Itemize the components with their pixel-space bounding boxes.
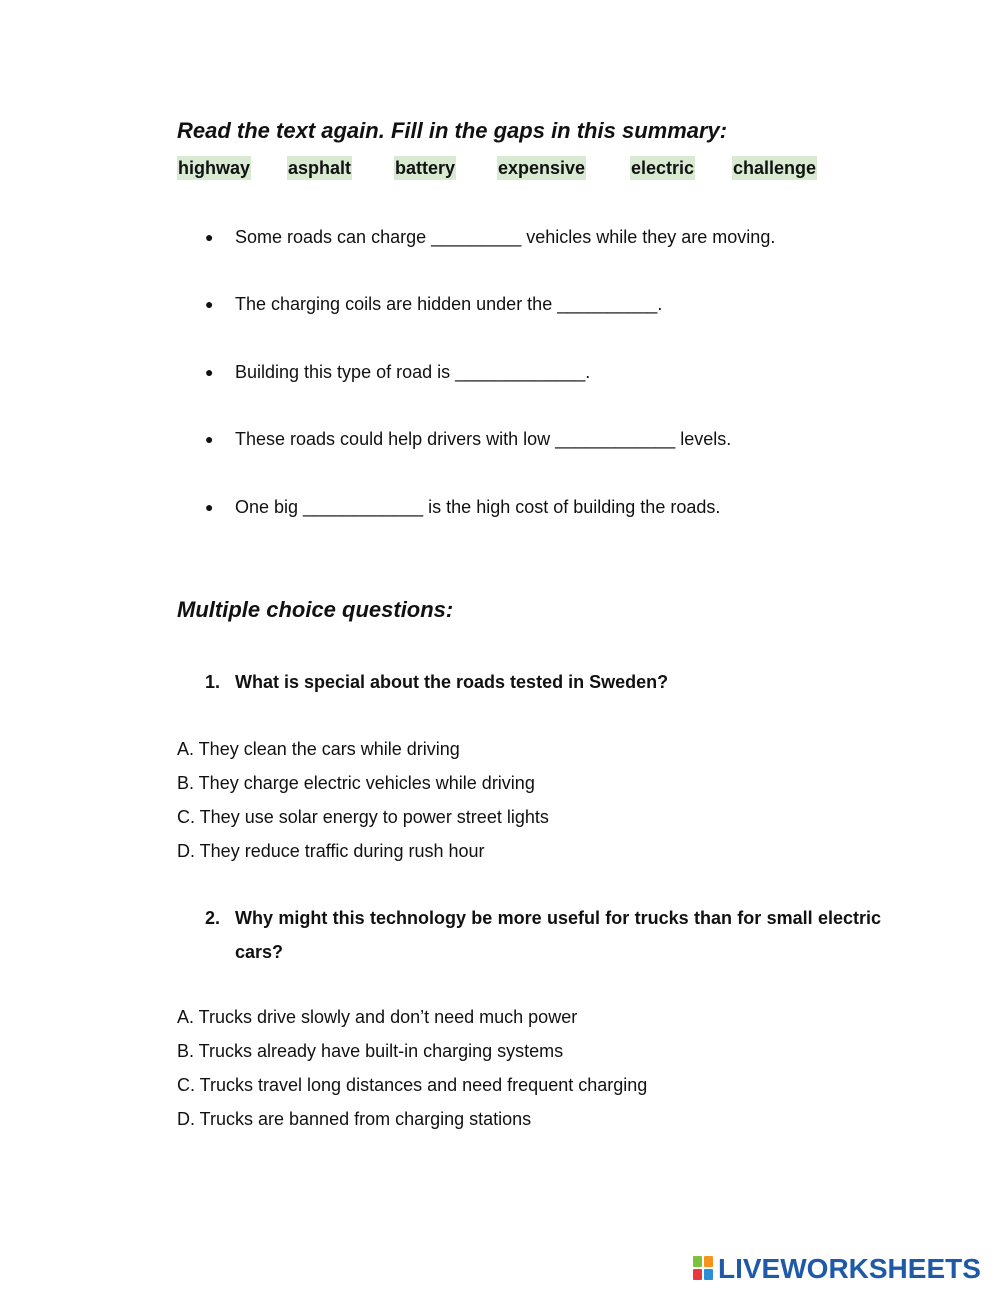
sentence-text: The charging coils are hidden under the __________. <box>235 294 663 314</box>
bullet-icon: ● <box>205 431 214 447</box>
word-bank-item: battery <box>395 158 456 178</box>
word-bank-item: asphalt <box>288 158 352 178</box>
question-number: 2. <box>205 908 221 928</box>
bullet-icon: ● <box>205 364 214 380</box>
answer-option: C. Trucks travel long distances and need frequent charging <box>177 1075 648 1095</box>
bullet-icon: ● <box>205 296 214 312</box>
answer-option: A. Trucks drive slowly and don’t need much power <box>177 1007 578 1027</box>
answer-option: A. They clean the cars while driving <box>177 739 460 759</box>
multiple-choice-heading: Multiple choice questions: <box>177 597 454 622</box>
word-bank-item: electric <box>631 158 695 178</box>
word-bank-item: expensive <box>498 158 586 178</box>
fill-gaps-heading: Read the text again. Fill in the gaps in this summary: <box>177 118 728 143</box>
liveworksheets-logo <box>693 1252 981 1286</box>
answer-option: C. They use solar energy to power street lights <box>177 807 549 827</box>
question-text: What is special about the roads tested in Sweden? <box>235 672 669 692</box>
answer-option: D. They reduce traffic during rush hour <box>177 841 485 861</box>
answer-option: B. They charge electric vehicles while driving <box>177 773 535 793</box>
bullet-icon: ● <box>205 499 214 515</box>
sentence-text: Building this type of road is _____________. <box>235 362 591 382</box>
answer-option: D. Trucks are banned from charging stations <box>177 1109 532 1129</box>
sentence-text: These roads could help drivers with low ____________ levels. <box>235 429 732 449</box>
sentence-text: Some roads can charge _________ vehicles while they are moving. <box>235 227 776 247</box>
question-text: Why might this technology be more useful for trucks than for small electric cars? <box>235 908 881 962</box>
liveworksheets-logo-mark-icon <box>693 1256 715 1282</box>
bullet-icon: ● <box>205 229 214 245</box>
logo-text: LIVEWORKSHEETS <box>718 1253 981 1284</box>
sentence-text: One big ____________ is the high cost of building the roads. <box>235 497 721 517</box>
word-bank-item: challenge <box>733 158 817 178</box>
question-number: 1. <box>205 672 221 692</box>
answer-option: B. Trucks already have built-in charging systems <box>177 1041 564 1061</box>
word-bank-item: highway <box>178 158 251 178</box>
